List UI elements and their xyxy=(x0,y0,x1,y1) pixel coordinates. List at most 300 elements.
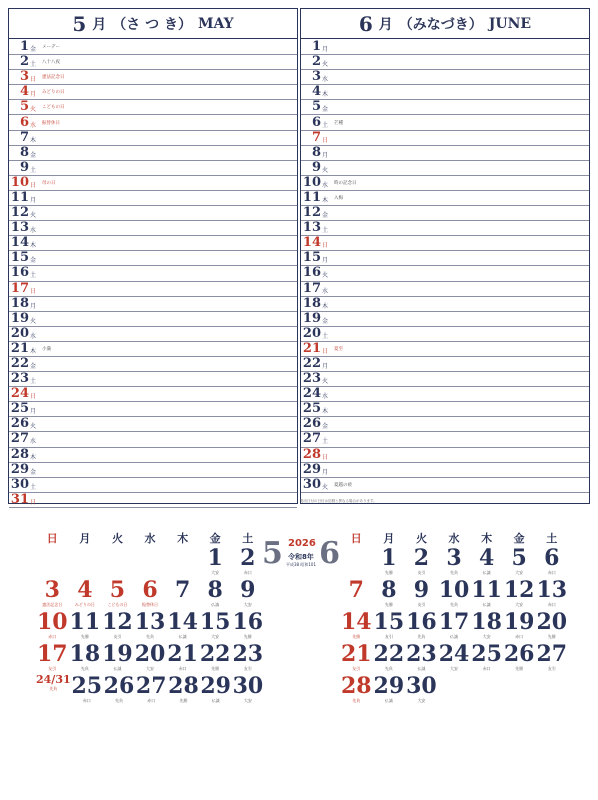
day-number: 28 xyxy=(10,446,29,462)
date-sub: 大安 xyxy=(515,602,524,607)
date-cell xyxy=(535,578,568,610)
date-sub: 大安 xyxy=(482,634,491,639)
date-sub: 赤口 xyxy=(48,634,57,639)
day-note: メーデー xyxy=(42,45,60,51)
date-sub: 大安 xyxy=(417,698,426,703)
date-cell xyxy=(470,674,503,706)
day-row xyxy=(9,191,297,206)
day-note: みどりの日 xyxy=(42,90,65,96)
day-row xyxy=(301,432,589,447)
day-weekday: 火 xyxy=(322,272,329,280)
date-cell xyxy=(231,546,264,578)
day-row xyxy=(9,206,297,221)
day-weekday: 火 xyxy=(322,166,329,174)
date-number: 6 xyxy=(544,545,560,571)
day-weekday: 金 xyxy=(322,423,329,431)
date-cell xyxy=(438,546,471,578)
date-number: 3 xyxy=(44,577,60,603)
may-english: MAY xyxy=(198,15,234,32)
june-weeks xyxy=(340,546,568,706)
date-sub: 先負 xyxy=(417,634,426,639)
may-month-kanji: 月 xyxy=(92,16,107,33)
day-row xyxy=(301,357,589,372)
date-sub: 仏滅 xyxy=(211,602,220,607)
day-number: 23 xyxy=(10,371,29,387)
day-row xyxy=(301,40,589,55)
date-cell xyxy=(200,674,232,706)
date-number: 17 xyxy=(438,609,470,635)
date-sub: 仏滅 xyxy=(178,634,187,639)
weekday-label: 金 xyxy=(513,532,525,545)
center-year-block xyxy=(262,532,340,582)
day-number: 25 xyxy=(302,401,321,417)
date-cell xyxy=(36,642,69,674)
day-number: 13 xyxy=(10,220,29,236)
may-reading: （さ つ き） xyxy=(112,16,192,33)
date-cell xyxy=(166,610,199,642)
date-sub: 振替休日 xyxy=(142,602,159,607)
date-sub: 赤口 xyxy=(147,698,156,703)
day-row xyxy=(301,70,589,85)
date-sub: 赤口 xyxy=(547,602,556,607)
day-note: 夏越の祓 xyxy=(334,482,352,488)
day-note: 八十八夜 xyxy=(42,60,60,66)
date-number: 13 xyxy=(536,577,568,603)
weekday-label: 月 xyxy=(79,532,91,545)
date-number: 10 xyxy=(438,577,470,603)
date-sub: 先負 xyxy=(352,698,361,703)
day-number: 16 xyxy=(302,265,321,281)
day-row xyxy=(9,282,297,297)
day-row xyxy=(9,70,297,85)
date-cell xyxy=(503,546,536,578)
date-number: 21 xyxy=(340,641,372,667)
day-weekday: 金 xyxy=(322,106,329,114)
day-number: 26 xyxy=(10,416,29,432)
weekday-label: 火 xyxy=(415,532,427,545)
day-row xyxy=(301,221,589,236)
day-row xyxy=(301,100,589,115)
date-sub: 先負 xyxy=(146,634,155,639)
date-number: 20 xyxy=(134,641,166,667)
date-cell xyxy=(231,610,264,642)
date-cell xyxy=(69,546,102,578)
date-number: 7 xyxy=(348,577,364,603)
day-weekday: 木 xyxy=(30,136,37,144)
day-weekday: 金 xyxy=(30,468,37,476)
day-number: 29 xyxy=(10,461,29,477)
date-sub: 大安 xyxy=(146,666,155,671)
day-weekday: 水 xyxy=(30,332,37,340)
day-number: 14 xyxy=(10,235,29,251)
date-cell xyxy=(166,546,199,578)
date-number: 29 xyxy=(373,673,405,699)
may-weeks xyxy=(36,546,264,706)
day-note: 入梅 xyxy=(334,195,343,201)
date-cell xyxy=(405,546,438,578)
date-number: 16 xyxy=(232,609,264,635)
date-number: 23 xyxy=(406,641,437,667)
day-row xyxy=(9,357,297,372)
date-cell xyxy=(373,546,406,578)
day-number: 30 xyxy=(10,476,29,492)
day-row xyxy=(301,236,589,251)
date-sub: 先勝 xyxy=(547,634,556,639)
date-number: 21 xyxy=(167,641,198,667)
date-cell xyxy=(470,610,503,642)
date-sub: 仏滅 xyxy=(482,602,491,607)
day-weekday: 木 xyxy=(322,302,329,310)
date-cell xyxy=(340,674,373,706)
date-cell xyxy=(166,578,199,610)
day-number: 9 xyxy=(19,159,29,175)
day-weekday: 月 xyxy=(322,151,329,159)
day-weekday: 月 xyxy=(322,468,329,476)
day-row xyxy=(301,161,589,176)
date-sub: 仏滅 xyxy=(482,570,491,575)
june-panel xyxy=(300,8,590,504)
day-row xyxy=(9,493,297,508)
day-number: 17 xyxy=(10,280,29,296)
day-row xyxy=(301,206,589,221)
date-sub: 仏滅 xyxy=(211,698,220,703)
day-number: 28 xyxy=(302,446,321,462)
day-weekday: 火 xyxy=(30,317,37,325)
date-cell xyxy=(373,610,406,642)
day-weekday: 火 xyxy=(322,61,329,69)
date-sub: 赤口 xyxy=(178,666,187,671)
date-sub: こどもの日 xyxy=(107,602,128,607)
date-number: 13 xyxy=(134,609,166,635)
day-weekday: 水 xyxy=(322,181,329,189)
june-reading: （みなづき） xyxy=(398,16,483,33)
date-cell xyxy=(69,578,102,610)
date-cell xyxy=(36,546,69,578)
day-row xyxy=(301,342,589,357)
day-note: 母の日 xyxy=(42,180,56,186)
date-number: 15 xyxy=(373,609,405,635)
date-number: 2 xyxy=(240,545,256,571)
date-number: 2 xyxy=(413,545,430,571)
day-weekday: 水 xyxy=(30,438,37,446)
day-number: 3 xyxy=(311,69,321,85)
date-cell xyxy=(134,578,167,610)
day-row xyxy=(301,55,589,70)
date-number: 7 xyxy=(174,577,191,603)
day-number: 18 xyxy=(302,295,321,311)
date-number: 17 xyxy=(36,641,68,667)
date-sub: 赤口 xyxy=(243,570,252,575)
date-number: 27 xyxy=(135,673,167,699)
june-weekday-header xyxy=(340,530,568,546)
date-number: 1 xyxy=(207,545,223,571)
day-number: 25 xyxy=(10,401,29,417)
date-sub: 先勝 xyxy=(352,634,361,639)
day-note: 小満 xyxy=(42,346,51,352)
day-weekday: 日 xyxy=(322,242,329,250)
week-row xyxy=(340,610,568,642)
date-number: 11 xyxy=(69,609,101,635)
date-number: 8 xyxy=(381,577,397,603)
date-sub: 友引 xyxy=(113,634,122,639)
day-note: こどもの日 xyxy=(42,105,65,111)
day-number: 13 xyxy=(302,220,321,236)
date-number: 5 xyxy=(109,577,126,603)
day-number: 19 xyxy=(10,310,29,326)
day-number: 11 xyxy=(302,189,321,205)
day-row xyxy=(301,478,589,493)
date-cell xyxy=(36,578,69,610)
day-number: 27 xyxy=(10,431,29,447)
date-number: 19 xyxy=(503,609,535,635)
date-sub: 大安 xyxy=(243,698,252,703)
day-row xyxy=(9,327,297,342)
date-number: 15 xyxy=(199,609,231,635)
date-sub: 友引 xyxy=(384,634,393,639)
day-row xyxy=(9,417,297,432)
day-weekday: 日 xyxy=(30,393,37,401)
day-number: 1 xyxy=(19,39,29,55)
date-number: 9 xyxy=(240,577,256,603)
day-weekday: 月 xyxy=(30,408,37,416)
date-cell xyxy=(438,642,471,674)
june-english: JUNE xyxy=(488,15,532,32)
day-number: 3 xyxy=(19,69,29,85)
day-row xyxy=(9,463,297,478)
week-row xyxy=(340,674,568,706)
weekday-label: 土 xyxy=(546,532,558,545)
week-row xyxy=(340,546,568,578)
mini-calendar-may xyxy=(36,530,264,706)
center-year: 2026 xyxy=(288,538,316,549)
weekday-label: 月 xyxy=(383,532,395,545)
date-cell xyxy=(470,642,503,674)
date-number: 25 xyxy=(71,673,103,699)
day-note: 憲法記念日 xyxy=(42,75,65,81)
date-cell xyxy=(340,546,373,578)
date-number: 18 xyxy=(69,641,101,667)
day-weekday: 土 xyxy=(322,332,329,340)
day-row xyxy=(301,176,589,191)
day-weekday: 金 xyxy=(322,317,329,325)
date-number: 11 xyxy=(471,577,502,603)
day-number: 12 xyxy=(10,205,29,221)
date-cell xyxy=(373,642,406,674)
day-weekday: 月 xyxy=(322,363,329,371)
day-weekday: 金 xyxy=(322,212,329,220)
date-cell xyxy=(134,610,167,642)
date-cell xyxy=(535,546,568,578)
day-number: 6 xyxy=(311,114,321,130)
date-sub: 大安 xyxy=(450,666,459,671)
date-sub: 先勝 xyxy=(384,570,393,575)
week-row xyxy=(36,610,264,642)
day-number: 17 xyxy=(302,280,321,296)
day-weekday: 月 xyxy=(322,46,329,54)
date-sub: 赤口 xyxy=(82,698,91,703)
day-number: 26 xyxy=(302,416,321,432)
day-note: 夏至 xyxy=(334,346,343,352)
day-weekday: 水 xyxy=(30,227,37,235)
day-number: 4 xyxy=(311,84,321,100)
date-cell xyxy=(340,578,373,610)
date-sub: 先勝 xyxy=(384,602,393,607)
date-sub: 仏滅 xyxy=(417,666,426,671)
day-number: 15 xyxy=(10,250,29,266)
date-sub: 友引 xyxy=(48,666,57,671)
date-sub: 友引 xyxy=(547,666,556,671)
day-note: 芒種 xyxy=(334,120,343,126)
date-cell xyxy=(101,546,134,578)
day-weekday: 日 xyxy=(322,453,329,461)
day-number: 24 xyxy=(10,386,29,402)
day-row xyxy=(9,372,297,387)
day-row xyxy=(9,402,297,417)
day-weekday: 木 xyxy=(322,408,329,416)
day-weekday: 木 xyxy=(30,347,37,355)
day-number: 5 xyxy=(311,99,321,115)
date-cell xyxy=(535,674,568,706)
date-number: 20 xyxy=(536,609,568,635)
mini-calendars xyxy=(0,520,598,800)
date-number: 28 xyxy=(340,673,372,699)
day-number: 23 xyxy=(302,371,321,387)
date-cell xyxy=(470,578,503,610)
date-number: 14 xyxy=(340,609,372,635)
date-sub: 仏滅 xyxy=(384,698,393,703)
day-row xyxy=(9,85,297,100)
day-number: 21 xyxy=(10,340,29,356)
date-cell xyxy=(135,674,167,706)
day-row xyxy=(9,131,297,146)
date-sub: 友引 xyxy=(417,570,426,575)
day-row xyxy=(301,146,589,161)
date-cell xyxy=(438,610,471,642)
date-number: 30 xyxy=(406,673,437,699)
day-number: 19 xyxy=(302,310,321,326)
day-weekday: 月 xyxy=(30,196,37,204)
date-sub: 先勝 xyxy=(179,698,188,703)
date-cell xyxy=(470,546,503,578)
week-row xyxy=(340,578,568,610)
date-cell xyxy=(36,674,71,706)
weekday-label: 日 xyxy=(350,532,362,545)
date-sub: 赤口 xyxy=(547,570,556,575)
day-weekday: 土 xyxy=(322,121,329,129)
june-header xyxy=(301,9,589,39)
day-row xyxy=(301,251,589,266)
day-number: 8 xyxy=(19,144,29,160)
center-era: 令和8年 xyxy=(288,553,314,561)
day-row xyxy=(301,463,589,478)
date-number: 5 xyxy=(511,545,527,571)
date-sub: 仏滅 xyxy=(450,634,459,639)
may-panel xyxy=(8,8,298,507)
date-cell xyxy=(231,578,264,610)
day-row xyxy=(301,191,589,206)
day-row xyxy=(9,387,297,402)
date-number: 1 xyxy=(381,545,397,571)
date-number: 23 xyxy=(232,641,264,667)
date-sub: 先負 xyxy=(450,570,459,575)
day-number: 12 xyxy=(302,205,321,221)
fineprint: 掲出日付の日付は旧暦と異なる場合があります。 xyxy=(300,499,377,503)
day-weekday: 火 xyxy=(322,378,329,386)
day-weekday: 土 xyxy=(30,378,37,386)
day-number: 7 xyxy=(311,129,321,145)
date-sub: 先負 xyxy=(49,686,58,691)
date-cell xyxy=(166,642,199,674)
day-row xyxy=(9,221,297,236)
date-cell xyxy=(71,674,103,706)
date-sub: 先負 xyxy=(80,666,89,671)
day-row xyxy=(9,312,297,327)
date-sub: 友引 xyxy=(352,666,361,671)
date-cell xyxy=(103,674,135,706)
date-cell xyxy=(134,546,167,578)
day-number: 30 xyxy=(302,476,321,492)
day-number: 20 xyxy=(10,325,29,341)
day-weekday: 木 xyxy=(30,242,37,250)
day-number: 1 xyxy=(311,39,321,55)
date-sub: 先負 xyxy=(450,602,459,607)
date-number: 27 xyxy=(536,641,568,667)
day-row xyxy=(301,402,589,417)
day-number: 10 xyxy=(10,174,29,190)
june-month-num: 6 xyxy=(358,11,373,36)
week-row xyxy=(340,642,568,674)
week-row xyxy=(36,674,264,706)
day-row xyxy=(9,176,297,191)
date-cell xyxy=(231,642,264,674)
date-sub: 赤口 xyxy=(482,666,491,671)
day-number: 22 xyxy=(302,356,321,372)
date-cell xyxy=(503,674,536,706)
date-sub: 憲法記念日 xyxy=(42,602,63,607)
date-number: 4 xyxy=(478,545,495,571)
day-row xyxy=(301,131,589,146)
june-month-kanji: 月 xyxy=(378,16,393,33)
date-number: 12 xyxy=(503,577,535,603)
day-row xyxy=(301,417,589,432)
day-weekday: 日 xyxy=(30,287,37,295)
day-number: 11 xyxy=(10,189,29,205)
center-era-sub: 平成38 昭和101 xyxy=(286,562,316,567)
may-month-num: 5 xyxy=(72,11,87,36)
day-number: 7 xyxy=(19,129,29,145)
weekday-label: 木 xyxy=(481,532,493,545)
day-weekday: 土 xyxy=(30,272,37,280)
day-row xyxy=(9,266,297,281)
date-cell xyxy=(101,578,134,610)
day-number: 21 xyxy=(302,340,321,356)
day-weekday: 火 xyxy=(30,106,37,114)
date-cell xyxy=(199,546,232,578)
day-weekday: 金 xyxy=(30,363,37,371)
date-cell xyxy=(199,610,232,642)
date-cell xyxy=(340,610,373,642)
date-number: 8 xyxy=(207,577,223,603)
date-cell xyxy=(438,674,471,706)
day-row xyxy=(9,236,297,251)
date-sub: みどりの日 xyxy=(74,602,95,607)
day-weekday: 水 xyxy=(30,121,37,129)
day-row xyxy=(301,312,589,327)
day-number: 24 xyxy=(302,386,321,402)
may-weekday-header xyxy=(36,530,264,546)
day-weekday: 水 xyxy=(322,287,329,295)
weekday-label: 日 xyxy=(46,532,58,545)
